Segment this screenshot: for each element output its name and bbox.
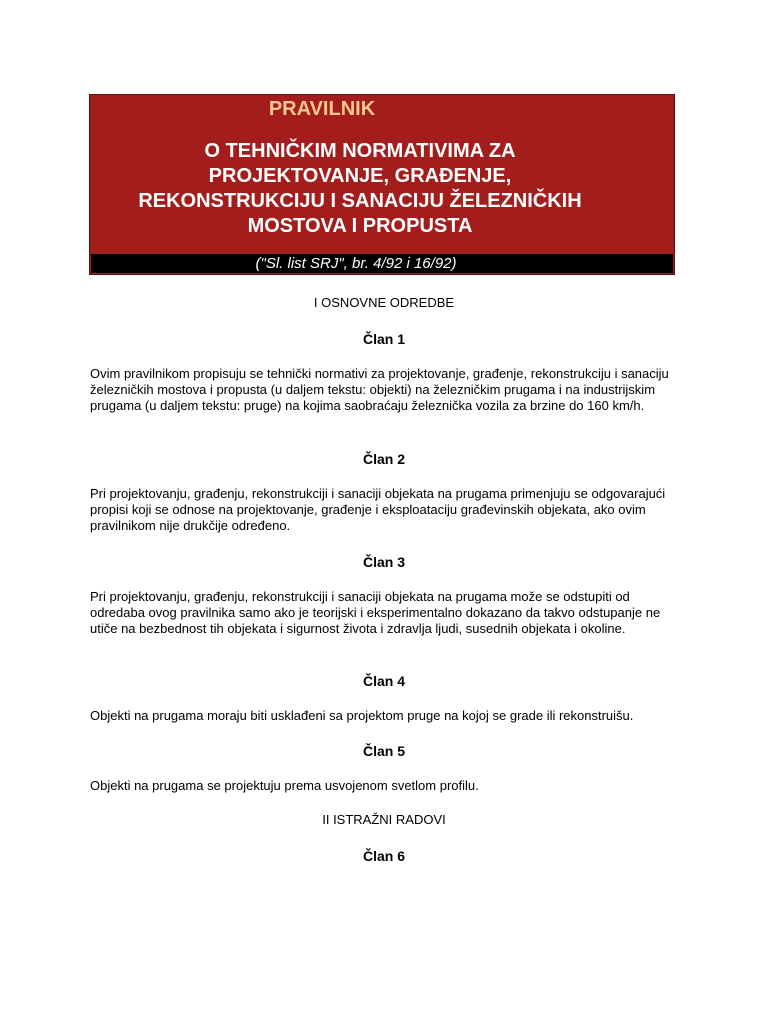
article-5-text: Objekti na prugama se projektuju prema usvojenom svetlom profilu. <box>90 778 479 793</box>
section-heading-investigation-works: II ISTRAŽNI RADOVI <box>322 812 446 827</box>
article-6-heading: Član 6 <box>362 848 405 864</box>
title-line: O TEHNIČKIM NORMATIVIMA ZA <box>204 140 516 162</box>
article-3-heading: Član 3 <box>362 554 405 570</box>
title-line: MOSTOVA I PROPUSTA <box>247 215 473 237</box>
article-1-heading: Član 1 <box>362 331 405 347</box>
document-title <box>100 139 620 239</box>
gazette-citation: ("Sl. list SRJ", br. 4/92 i 16/92) <box>91 254 673 273</box>
title-line: PROJEKTOVANJE, GRAĐENJE, <box>208 165 512 187</box>
article-4-heading: Član 4 <box>362 673 405 689</box>
article-2-text: Pri projektovanju, građenju, rekonstrukciji i sanaciji objekata na prugama primenjuju se odgovarajući propisi koji se odnose na projektovanje, građenje i eksploataciju građevinskih objekata, ako ovim pravilnikom nije drukčije određeno. <box>90 486 666 533</box>
article-4-text: Objekti na prugama moraju biti usklađeni sa projektom pruge na kojoj se grade ili rekonstruišu. <box>90 708 634 723</box>
article-1-text: Ovim pravilnikom propisuju se tehnički normativi za projektovanje, građenje, rekonstrukciju i sanaciju železničkih mostova i propusta (u daljem tekstu: objekti) na železničkim prugama i na industrijskim prugama (u daljem tekstu: pruge) na kojima saobraćaju železnička vozila za brzine do 160 km/h. <box>90 366 669 413</box>
title-line: REKONSTRUKCIJU I SANACIJU ŽELEZNIČKIH <box>138 190 582 212</box>
article-2-heading: Član 2 <box>362 451 405 467</box>
article-5-heading: Član 5 <box>362 743 405 759</box>
section-heading-general-provisions: I OSNOVNE ODREDBE <box>313 295 455 310</box>
document-header <box>89 94 675 275</box>
document-kicker: PRAVILNIK <box>268 98 376 120</box>
article-3-text: Pri projektovanju, građenju, rekonstrukciji i sanaciji objekata na prugama može se odstupiti od odredaba ovog pravilnika samo ako je teorijski i eksperimentalno dokazano da takvo odstupanje ne utiče na bezbednost tih objekata i sigurnost života i zdravlja ljudi, susednih objekata i okoline. <box>90 589 661 636</box>
